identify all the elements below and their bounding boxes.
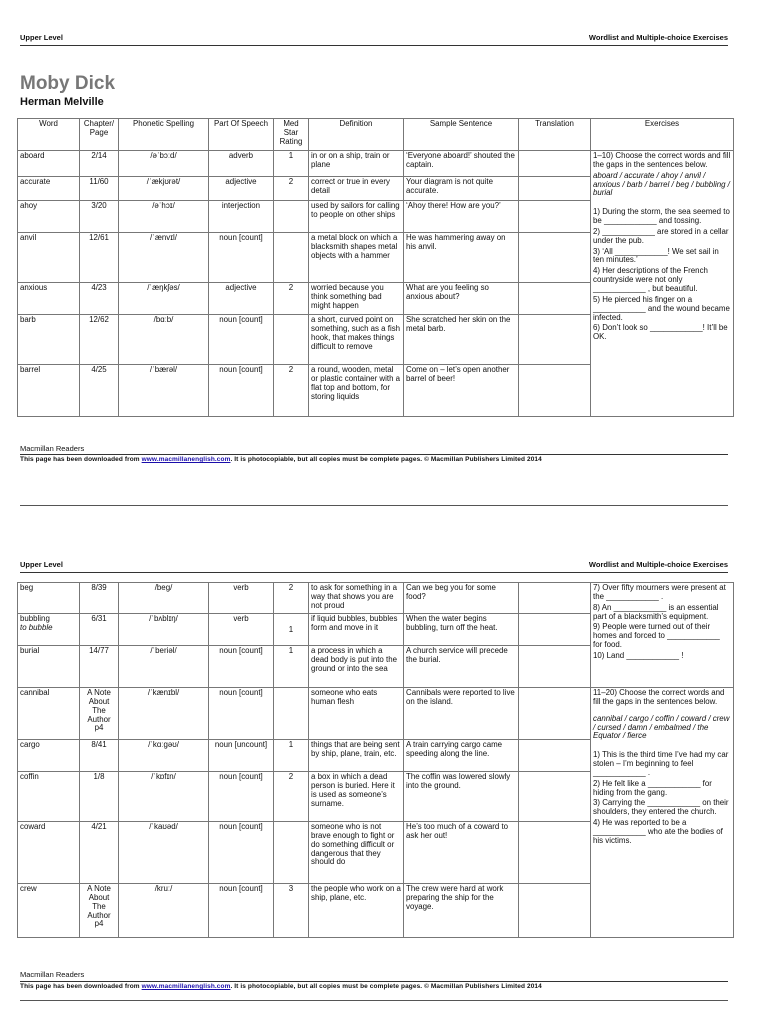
chapter-cell: 2/14 (80, 151, 119, 177)
chapter-cell: A Note About The Author p4 (80, 688, 119, 740)
word-cell: bubbling to bubble (18, 614, 80, 646)
word-cell: anvil (18, 233, 80, 283)
phonetic-cell: /ˈæŋkʃəs/ (119, 283, 209, 315)
definition-cell: to ask for something in a way that shows you are not proud (309, 583, 404, 614)
footer-publisher: Macmillan Readers (20, 444, 85, 453)
translation-cell (519, 151, 591, 177)
pos-cell: noun [uncount] (209, 740, 274, 772)
sample-cell: He’s too much of a coward to ask her out! (404, 822, 519, 884)
book-title: Moby Dick (20, 73, 116, 94)
header-rule (20, 572, 728, 573)
phonetic-cell: /beg/ (119, 583, 209, 614)
exercises-cell (591, 688, 734, 938)
phonetic-cell: /ˈberiəl/ (119, 646, 209, 688)
exercise-item: 8) An ____________ is an essential part of a blacksmith’s equipment. (593, 602, 719, 621)
word-cell: coffin (18, 772, 80, 822)
pos-cell: noun [count] (209, 646, 274, 688)
pos-cell: adverb (209, 151, 274, 177)
translation-cell (519, 772, 591, 822)
star-cell (274, 315, 309, 365)
word-cell: crew (18, 884, 80, 938)
phonetic-cell: /ˈænvɪl/ (119, 233, 209, 283)
definition-cell: the people who work on a ship, plane, etc. (309, 884, 404, 938)
exercise-instructions: 1–10) Choose the correct words and fill the gaps in the sentences below. (593, 151, 731, 169)
star-cell (274, 688, 309, 740)
star-cell (274, 822, 309, 884)
star-cell: 2 (274, 583, 309, 614)
col-header: Definition (309, 119, 404, 151)
word-cell: cargo (18, 740, 80, 772)
chapter-cell: 11/60 (80, 177, 119, 201)
star-cell: 2 (274, 772, 309, 822)
word-cell: coward (18, 822, 80, 884)
exercise-item: 1) This is the third time I’ve had my car stolen – I’m beginning to feel ____________ . (593, 750, 729, 777)
translation-cell (519, 884, 591, 938)
page-separator (20, 505, 728, 506)
pos-cell: noun [count] (209, 688, 274, 740)
star-cell: 1 (274, 740, 309, 772)
translation-cell (519, 646, 591, 688)
definition-cell: worried because you think something bad might happen (309, 283, 404, 315)
col-header: Phonetic Spelling (119, 119, 209, 151)
footer-link[interactable]: www.macmillanenglish.com (141, 983, 231, 990)
pos-cell: noun [count] (209, 233, 274, 283)
exercise-instructions: 11–20) Choose the correct words and fill the gaps in the sentences below. (593, 688, 725, 706)
exercise-item: 3) ‘All ____________! We set sail in ten minutes.’ (593, 246, 719, 265)
phonetic-cell: /əˈhɔɪ/ (119, 201, 209, 233)
chapter-cell: 14/77 (80, 646, 119, 688)
chapter-cell: 8/41 (80, 740, 119, 772)
definition-cell: correct or true in every detail (309, 177, 404, 201)
star-cell: 2 (274, 365, 309, 417)
phonetic-cell: /kruː/ (119, 884, 209, 938)
definition-cell: someone who is not brave enough to fight or do something difficult or dangerous that they should do (309, 822, 404, 884)
phonetic-cell: /ˈkɒfɪn/ (119, 772, 209, 822)
exercises-cell (591, 151, 734, 417)
exercise-item: 7) Over fifty mourners were present at the ____________ . (593, 583, 726, 601)
phonetic-cell: /ˈækjʊrət/ (119, 177, 209, 201)
section-label: Wordlist and Multiple-choice Exercises (588, 33, 728, 42)
definition-cell: a box in which a dead person is buried. Here it is used as someone’s surname. (309, 772, 404, 822)
sample-cell: ‘Everyone aboard!’ shouted the captain. (404, 151, 519, 177)
phonetic-cell: /ˈbærəl/ (119, 365, 209, 417)
translation-cell (519, 688, 591, 740)
word-cell: burial (18, 646, 80, 688)
chapter-cell: 12/62 (80, 315, 119, 365)
footer-rule (20, 981, 728, 982)
pos-cell: noun [count] (209, 365, 274, 417)
sample-cell: He was hammering away on his anvil. (404, 233, 519, 283)
chapter-cell: 4/21 (80, 822, 119, 884)
definition-cell: if liquid bubbles, bubbles form and move in it (309, 614, 404, 646)
chapter-cell: 6/31 (80, 614, 119, 646)
exercise-item: 2) ____________ are stored in a cellar under the pub. (593, 226, 729, 245)
definition-cell: a metal block on which a blacksmith shapes metal objects with a hammer (309, 233, 404, 283)
definition-cell: a short, curved point on something, such as a fish hook, that makes things difficult to remove (309, 315, 404, 365)
pos-cell: verb (209, 583, 274, 614)
footer-link[interactable]: www.macmillanenglish.com (141, 456, 231, 463)
exercise-word-bank: cannibal / cargo / coffin / coward / crew / cursed / damn / embalmed / the Equator / fierce (593, 713, 730, 741)
exercise-item: 3) Carrying the ____________ on their shoulders, they entered the church. (593, 798, 729, 817)
phonetic-cell: /ˈkaʊəd/ (119, 822, 209, 884)
word-cell: barb (18, 315, 80, 365)
sample-cell: She scratched her skin on the metal barb. (404, 315, 519, 365)
exercises-cell (591, 583, 734, 688)
chapter-cell: 3/20 (80, 201, 119, 233)
wordlist-table (17, 582, 734, 938)
pos-cell: noun [count] (209, 822, 274, 884)
translation-cell (519, 283, 591, 315)
book-author: Herman Melville (20, 96, 104, 108)
sample-cell: When the water begins bubbling, turn off the heat. (404, 614, 519, 646)
col-header: Chapter/ Page (80, 119, 119, 151)
footer-rule (20, 454, 728, 455)
level-label: Upper Level (20, 560, 63, 569)
definition-cell: in or on a ship, train or plane (309, 151, 404, 177)
section-label: Wordlist and Multiple-choice Exercises (588, 560, 728, 569)
col-header: Sample Sentence (404, 119, 519, 151)
chapter-cell: 8/39 (80, 583, 119, 614)
phonetic-cell: /əˈbɔːd/ (119, 151, 209, 177)
base-form: to bubble (20, 622, 53, 632)
wordlist-table (17, 118, 734, 417)
pos-cell: noun [count] (209, 315, 274, 365)
phonetic-cell: /bɑːb/ (119, 315, 209, 365)
star-cell (274, 201, 309, 233)
translation-cell (519, 365, 591, 417)
col-header: Word (18, 119, 80, 151)
col-header: Part Of Speech (209, 119, 274, 151)
star-cell: 3 (274, 884, 309, 938)
translation-cell (519, 177, 591, 201)
exercise-item: 9) People were turned out of their homes and forced to ____________ for food. (593, 622, 720, 650)
sample-cell: What are you feeling so anxious about? (404, 283, 519, 315)
exercise-item: 10) Land ____________ ! (593, 650, 684, 660)
exercise-item: 6) Don’t look so ____________! It’ll be OK. (593, 323, 728, 342)
phonetic-cell: /ˈkænɪbl/ (119, 688, 209, 740)
level-label: Upper Level (20, 33, 63, 42)
exercise-item: 2) He felt like a ____________ for hiding from the gang. (593, 778, 712, 797)
sample-cell: The crew were hard at work preparing the ship for the voyage. (404, 884, 519, 938)
table-row (18, 151, 734, 177)
sample-cell: Can we beg you for some food? (404, 583, 519, 614)
star-cell: 1 (274, 151, 309, 177)
word-cell: beg (18, 583, 80, 614)
translation-cell (519, 233, 591, 283)
chapter-cell: 12/61 (80, 233, 119, 283)
definition-cell: a process in which a dead body is put into the ground or into the sea (309, 646, 404, 688)
star-cell: 2 (274, 283, 309, 315)
sample-cell: A train carrying cargo came speeding along the line. (404, 740, 519, 772)
star-cell: 1 (274, 646, 309, 688)
table-row (18, 583, 734, 614)
pos-cell: verb (209, 614, 274, 646)
sample-cell: Cannibals were reported to live on the island. (404, 688, 519, 740)
footer-copyright: This page has been downloaded from www.macmillanenglish.com. It is photocopiable, but all copies must be complete pages. © Macmillan Publishers Limited 2014 (20, 456, 542, 463)
translation-cell (519, 583, 591, 614)
pos-cell: adjective (209, 283, 274, 315)
exercise-item: 4) He was reported to be a ____________ who ate the bodies of his victims. (593, 818, 723, 845)
sample-cell: A church service will precede the burial. (404, 646, 519, 688)
word-cell: anxious (18, 283, 80, 315)
pos-cell: interjection (209, 201, 274, 233)
definition-cell: a round, wooden, metal or plastic container with a flat top and bottom, for storing liquids (309, 365, 404, 417)
definition-cell: things that are being sent by ship, plane, train, etc. (309, 740, 404, 772)
phonetic-cell: /ˈbʌblɪŋ/ (119, 614, 209, 646)
word-cell: ahoy (18, 201, 80, 233)
chapter-cell: 4/25 (80, 365, 119, 417)
header-rule (20, 45, 728, 46)
footer-publisher: Macmillan Readers (20, 970, 85, 979)
chapter-cell: 1/8 (80, 772, 119, 822)
definition-cell: used by sailors for calling to people on other ships (309, 201, 404, 233)
star-cell (274, 233, 309, 283)
col-header: Translation (519, 119, 591, 151)
sample-cell: ‘Ahoy there! How are you?’ (404, 201, 519, 233)
star-cell: 2 (274, 177, 309, 201)
col-header: Exercises (591, 119, 734, 151)
table-row (18, 688, 734, 740)
word-cell: cannibal (18, 688, 80, 740)
sample-cell: Your diagram is not quite accurate. (404, 177, 519, 201)
exercise-word-bank: aboard / accurate / ahoy / anvil / anxious / barb / barrel / beg / bubbling / burial (593, 170, 730, 198)
translation-cell (519, 614, 591, 646)
footer-copyright: This page has been downloaded from www.macmillanenglish.com. It is photocopiable, but all copies must be complete pages. © Macmillan Publishers Limited 2014 (20, 983, 542, 990)
chapter-cell: 4/23 (80, 283, 119, 315)
sample-cell: Come on – let’s open another barrel of beer! (404, 365, 519, 417)
word-cell: accurate (18, 177, 80, 201)
exercise-item: 5) He pierced his finger on a ____________ and the wound became infected. (593, 294, 730, 322)
translation-cell (519, 315, 591, 365)
translation-cell (519, 822, 591, 884)
definition-cell: someone who eats human flesh (309, 688, 404, 740)
pos-cell: noun [count] (209, 772, 274, 822)
word-cell: barrel (18, 365, 80, 417)
col-header: Med Star Rating (274, 119, 309, 151)
chapter-cell: A Note About The Author p4 (80, 884, 119, 938)
translation-cell (519, 201, 591, 233)
exercise-item: 4) Her descriptions of the French countryside were not only ____________ , but beautiful. (593, 266, 708, 293)
star-cell: 1 (274, 614, 309, 646)
translation-cell (519, 740, 591, 772)
table-header-row (18, 119, 734, 151)
phonetic-cell: /ˈkɑːgəʊ/ (119, 740, 209, 772)
pos-cell: adjective (209, 177, 274, 201)
exercise-item: 1) During the storm, the sea seemed to be ____________ and tossing. (593, 207, 730, 226)
page-separator (20, 1000, 728, 1001)
sample-cell: The coffin was lowered slowly into the ground. (404, 772, 519, 822)
word-cell: aboard (18, 151, 80, 177)
pos-cell: noun [count] (209, 884, 274, 938)
